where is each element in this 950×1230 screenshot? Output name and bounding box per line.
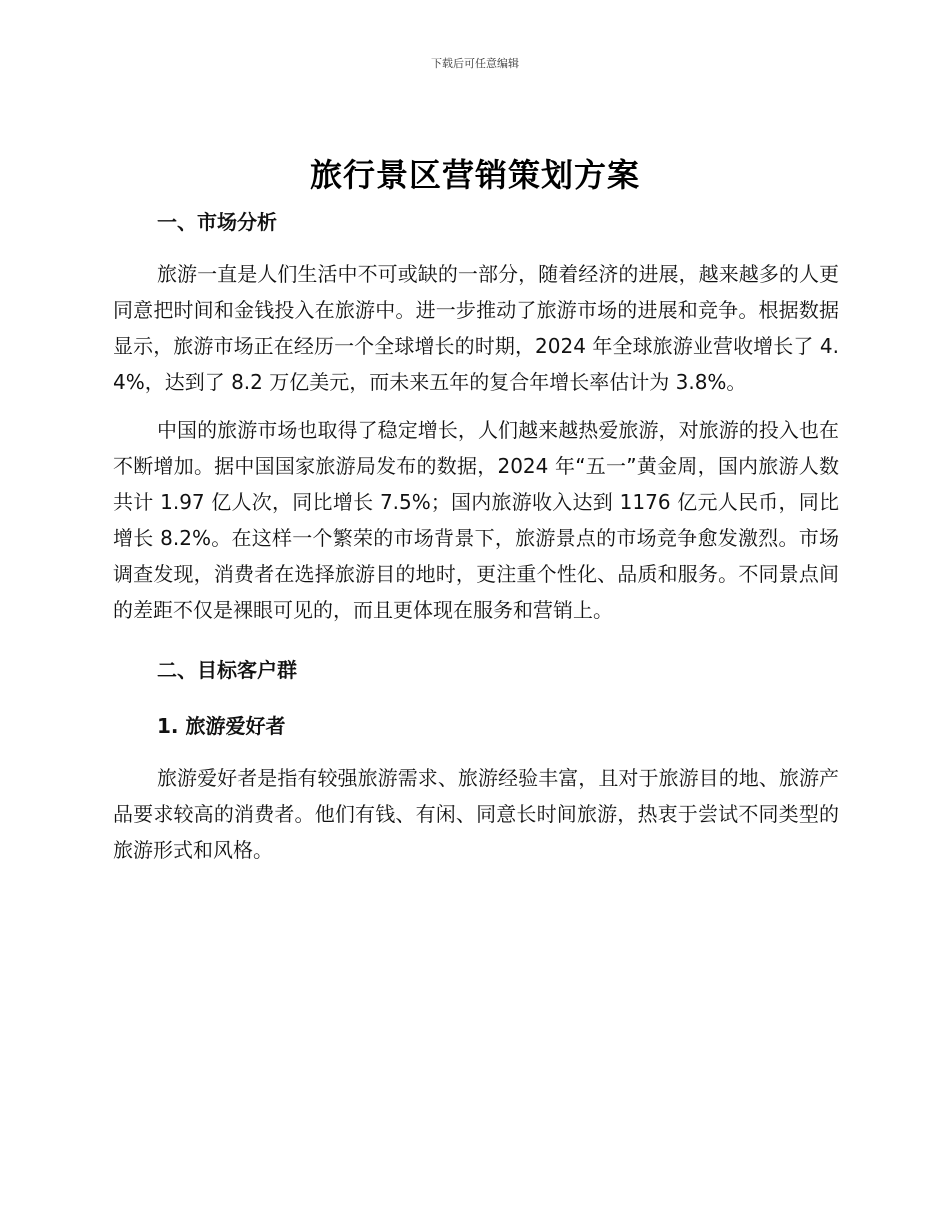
section-heading-target-customers: 二、目标客户群 <box>157 658 297 682</box>
document-title: 旅行景区营销策划方案 <box>309 156 640 194</box>
paragraph-market-china: 中国的旅游市场也取得了稳定增长，人们越来越热爱旅游，对旅游的投入也在不断增加。据中国国家旅游局发布的数据，2024 年“五一”黄金周，国内旅游人数共计 1.97 亿人次，同比增长 7.5%；国内旅游收入达到 1176 亿元人民币，同比增长 8.2%。在这样一个繁荣的市场背景下，旅游景点的市场竞争愈发激烈。市场调查发现，消费者在选择旅游目的地时，更注重个性化、品质和服务。不同景点间的差距不仅是裸眼可见的，而且更体现在服务和营销上。 <box>113 418 839 622</box>
subsection-heading-travel-enthusiasts: 1. 旅游爱好者 <box>157 714 286 738</box>
header-note: 下载后可任意编辑 <box>431 57 519 70</box>
section-heading-market-analysis: 一、市场分析 <box>157 210 277 234</box>
document-body <box>113 200 839 868</box>
paragraph-market-global: 旅游一直是人们生活中不可或缺的一部分，随着经济的进展，越来越多的人更同意把时间和金钱投入在旅游中。进一步推动了旅游市场的进展和竞争。根据数据显示，旅游市场正在经历一个全球增长的时期，2024 年全球旅游业营收增长了 4.4%，达到了 8.2 万亿美元，而未来五年的复合年增长率估计为 3.8%。 <box>113 262 839 394</box>
paragraph-travel-enthusiasts: 旅游爱好者是指有较强旅游需求、旅游经验丰富，且对于旅游目的地、旅游产品要求较高的消费者。他们有钱、有闲、同意长时间旅游，热衷于尝试不同类型的旅游形式和风格。 <box>113 766 839 862</box>
